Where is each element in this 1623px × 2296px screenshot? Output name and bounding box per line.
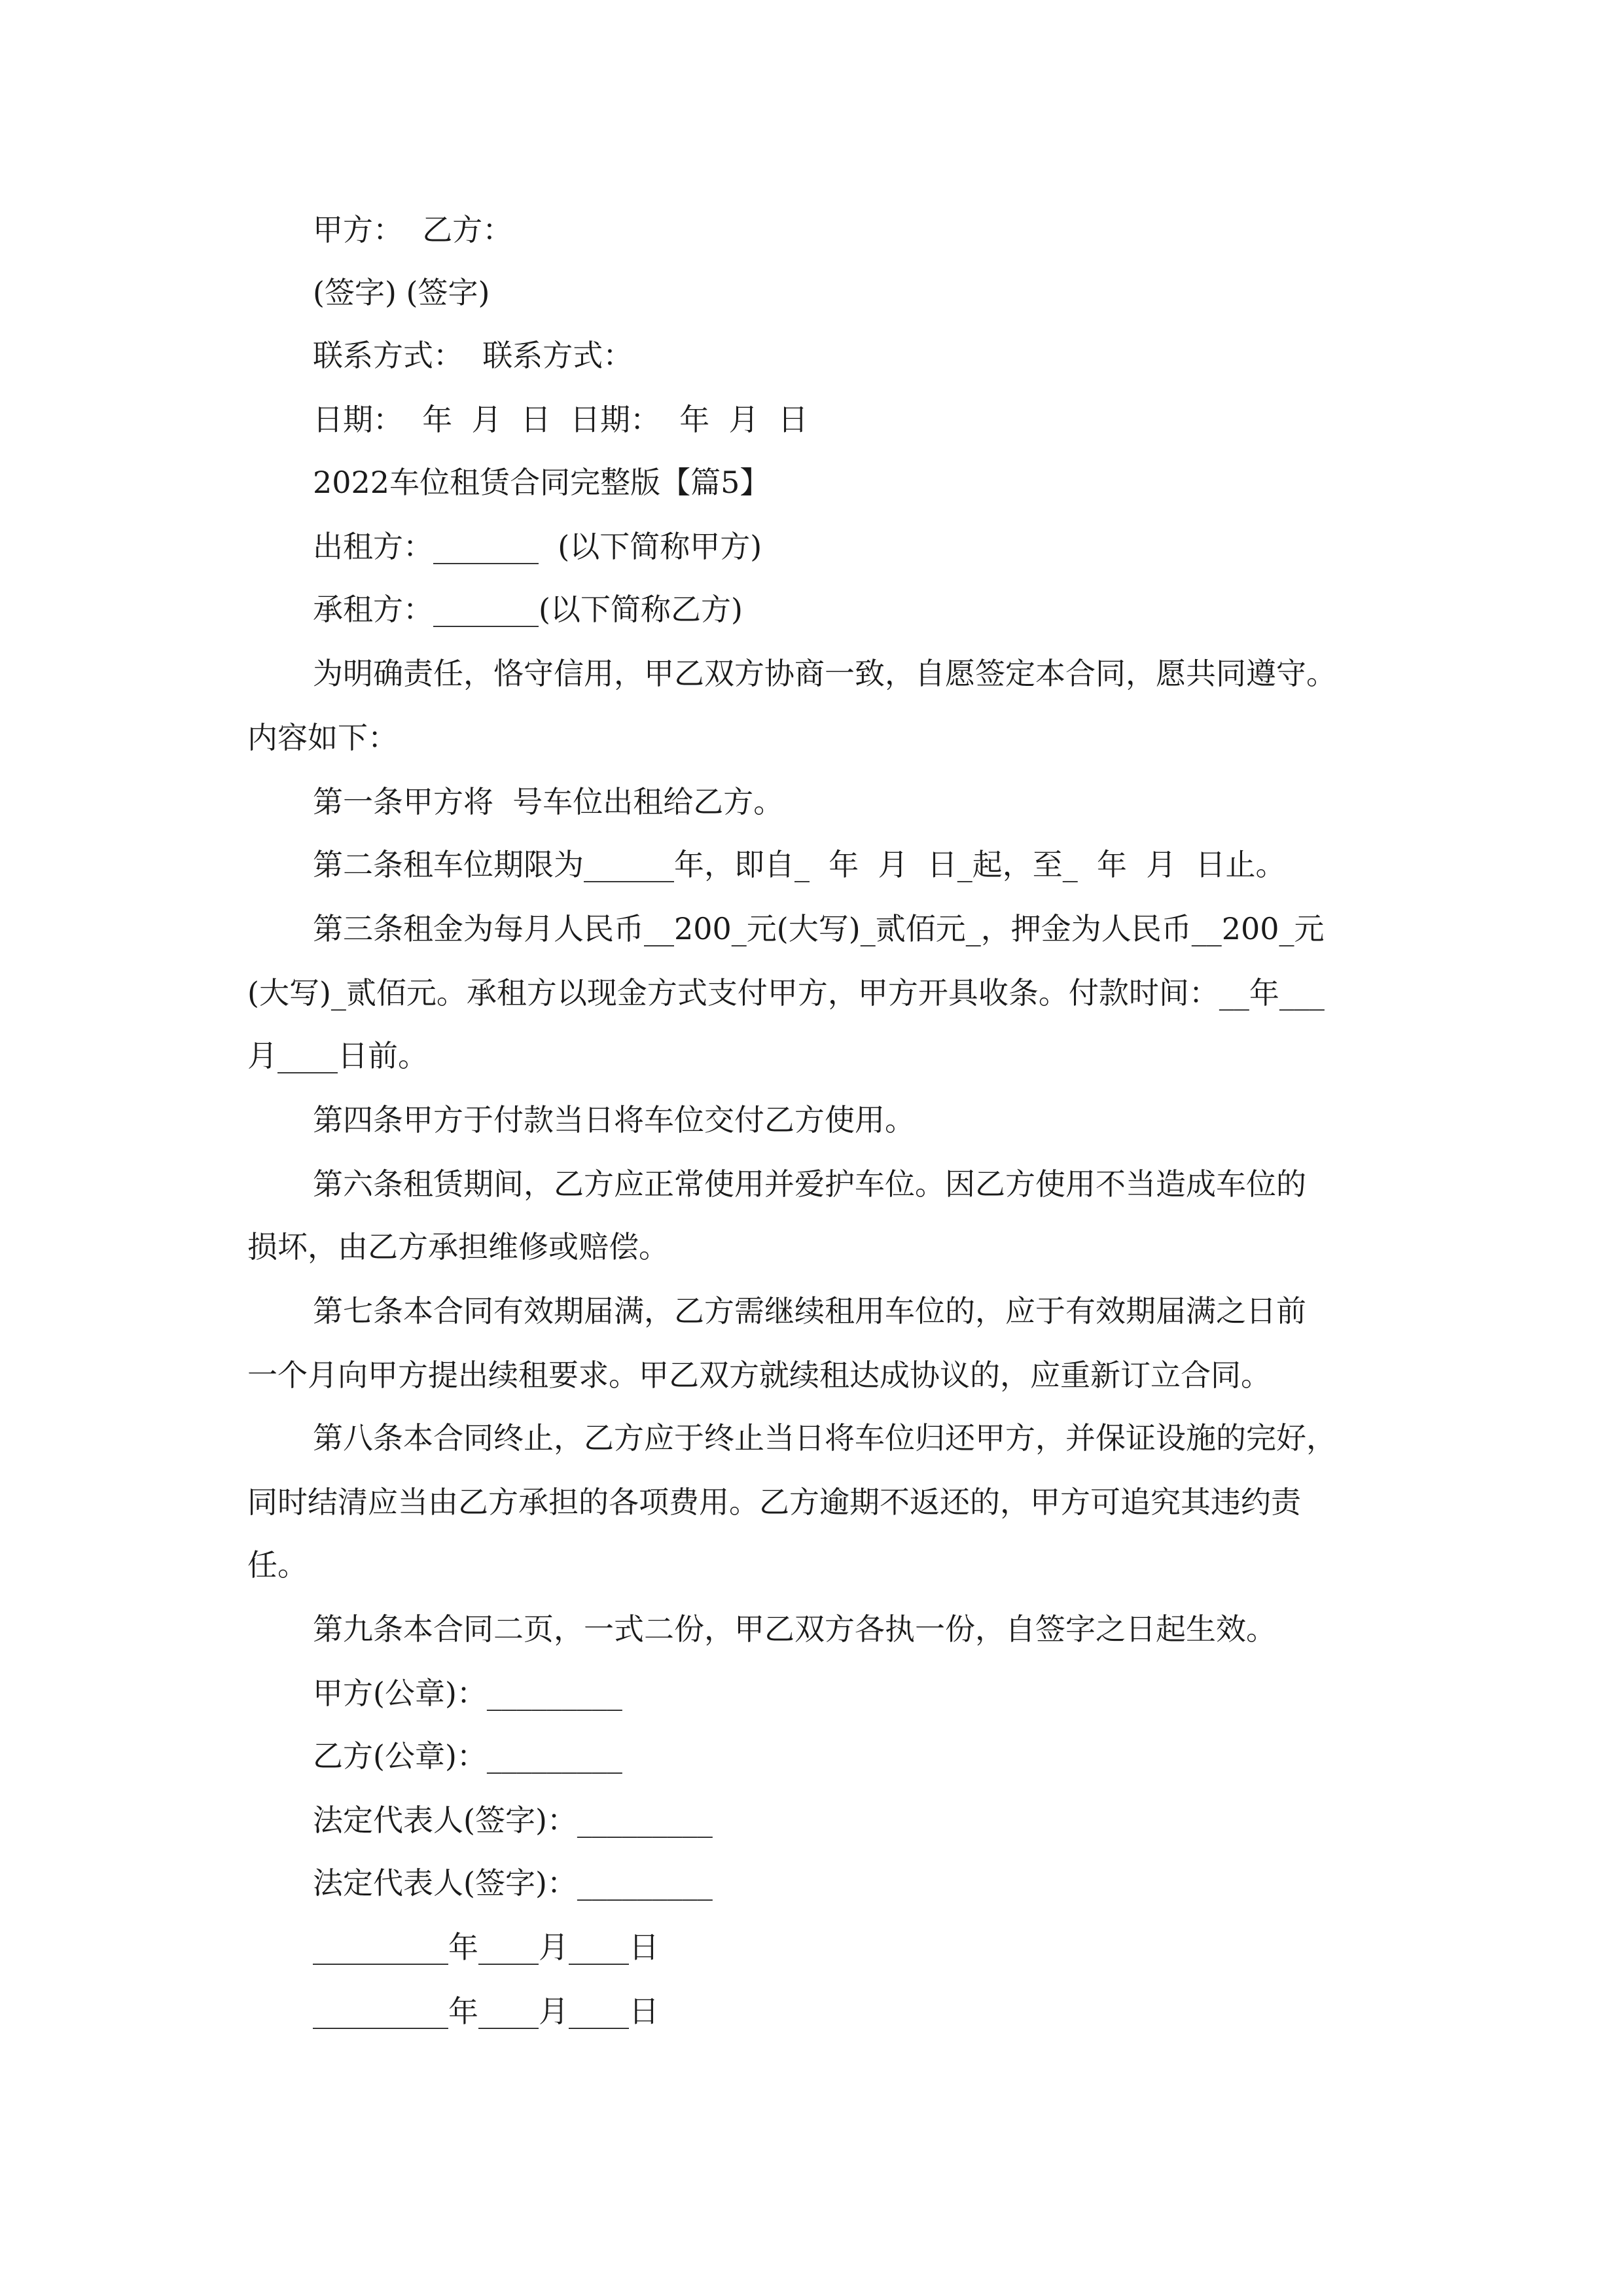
article-1: 第一条甲方将 号车位出租给乙方。 bbox=[313, 784, 784, 819]
article-8-line-2: 同时结清应当由乙方承担的各项费用。乙方逾期不返还的，甲方可追究其违约责 bbox=[247, 1484, 1301, 1520]
party-labels: 甲方： 乙方： bbox=[313, 212, 513, 247]
article-8-line-3: 任。 bbox=[247, 1547, 308, 1583]
article-3-line-1: 第三条租金为每月人民币__200_元(大写)_贰佰元_，押金为人民币__200_元 bbox=[313, 911, 1325, 946]
party-b-seal-line: 乙方(公章)：_________ bbox=[313, 1738, 622, 1774]
section-title: 2022车位租赁合同完整版【篇5】 bbox=[313, 465, 770, 500]
legal-rep-sign-line-1: 法定代表人(签字)：_________ bbox=[313, 1803, 713, 1838]
party-a-seal-line: 甲方(公章)：_________ bbox=[313, 1676, 622, 1711]
lessor-line: 出租方：_______ (以下简称甲方) bbox=[313, 529, 762, 564]
date-labels: 日期： 年 月 日 日期： 年 月 日 bbox=[313, 402, 808, 437]
lessee-line: 承租方：_______(以下简称乙方) bbox=[313, 592, 743, 627]
signature-labels: (签字) (签字) bbox=[313, 275, 490, 310]
article-6-line-1: 第六条租赁期间，乙方应正常使用并爱护车位。因乙方使用不当造成车位的 bbox=[313, 1166, 1306, 1202]
article-4: 第四条甲方于付款当日将车位交付乙方使用。 bbox=[313, 1102, 915, 1138]
preamble-line-2: 内容如下： bbox=[247, 720, 398, 755]
legal-rep-sign-line-2: 法定代表人(签字)：_________ bbox=[313, 1865, 713, 1901]
article-3-line-3: 月____日前。 bbox=[247, 1038, 428, 1073]
article-7-line-2: 一个月向甲方提出续租要求。甲乙双方就续租达成协议的，应重新订立合同。 bbox=[247, 1357, 1271, 1393]
article-2: 第二条租车位期限为______年，即自_ 年 月 日_起，至_ 年 月 日止。 bbox=[313, 847, 1286, 882]
article-8-line-1: 第八条本合同终止，乙方应于终止当日将车位归还甲方，并保证设施的完好， bbox=[313, 1420, 1336, 1456]
preamble-line-1: 为明确责任，恪守信用，甲乙双方协商一致，自愿签定本合同，愿共同遵守。 bbox=[313, 656, 1336, 691]
article-3-line-2: (大写)_贰佰元。承租方以现金方式支付甲方，甲方开具收条。付款时间：__年___ bbox=[247, 975, 1325, 1011]
date-line-2: _________年____月____日 bbox=[313, 1994, 659, 2029]
date-line-1: _________年____月____日 bbox=[313, 1929, 659, 1965]
article-6-line-2: 损坏，由乙方承担维修或赔偿。 bbox=[247, 1229, 669, 1265]
article-9: 第九条本合同二页，一式二份，甲乙双方各执一份，自签字之日起生效。 bbox=[313, 1611, 1276, 1647]
article-7-line-1: 第七条本合同有效期届满，乙方需继续租用车位的，应于有效期届满之日前 bbox=[313, 1293, 1306, 1329]
contact-labels: 联系方式： 联系方式： bbox=[313, 338, 633, 373]
